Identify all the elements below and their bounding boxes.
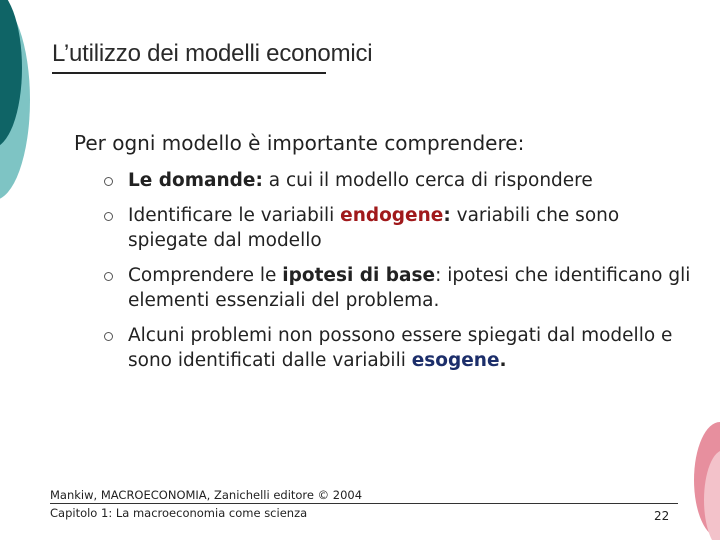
- bullet-text: a cui il modello cerca di rispondere: [262, 170, 593, 191]
- bullet-text: .: [499, 350, 507, 371]
- bullet-text: endogene: [340, 205, 444, 226]
- title-underline: [52, 72, 326, 74]
- left-decoration: [0, 0, 40, 200]
- bullet-text: variabili che sono spiegate dal modello: [128, 205, 620, 251]
- bullet-text: Le domande:: [128, 170, 263, 191]
- bullet-list: [104, 168, 704, 383]
- bullet-text: Alcuni problemi non possono essere spiegati dal modello e sono identificati dalle variabili: [128, 325, 673, 371]
- intro-text: Per ogni modello è importante comprendere:: [74, 131, 525, 155]
- bullet-text: :: [443, 205, 451, 226]
- footer-credit: Mankiw, MACROECONOMIA, Zanichelli editore © 2004: [50, 488, 363, 502]
- page-number: 22: [654, 509, 670, 523]
- bullet-circle-icon: [104, 212, 113, 221]
- footer-chapter: Capitolo 1: La macroeconomia come scienza: [50, 506, 308, 520]
- bullet-circle-icon: [104, 272, 113, 281]
- footer-divider: [50, 503, 678, 504]
- bullet-text: Comprendere le: [128, 265, 283, 286]
- bullet-circle-icon: [104, 332, 113, 341]
- bullet-item: [104, 168, 704, 193]
- bullet-item: [104, 263, 704, 313]
- bullet-text: esogene: [411, 350, 500, 371]
- bullet-text: ipotesi di base: [282, 265, 436, 286]
- bullet-text: : ipotesi che identificano gli elementi essenziali del problema.: [128, 265, 691, 311]
- slide-title: L’utilizzo dei modelli economici: [52, 40, 373, 67]
- right-decoration: [680, 420, 720, 540]
- bullet-item: [104, 203, 704, 253]
- bullet-text: Identificare le variabili: [128, 205, 341, 226]
- bullet-item: [104, 323, 704, 373]
- bullet-circle-icon: [104, 177, 113, 186]
